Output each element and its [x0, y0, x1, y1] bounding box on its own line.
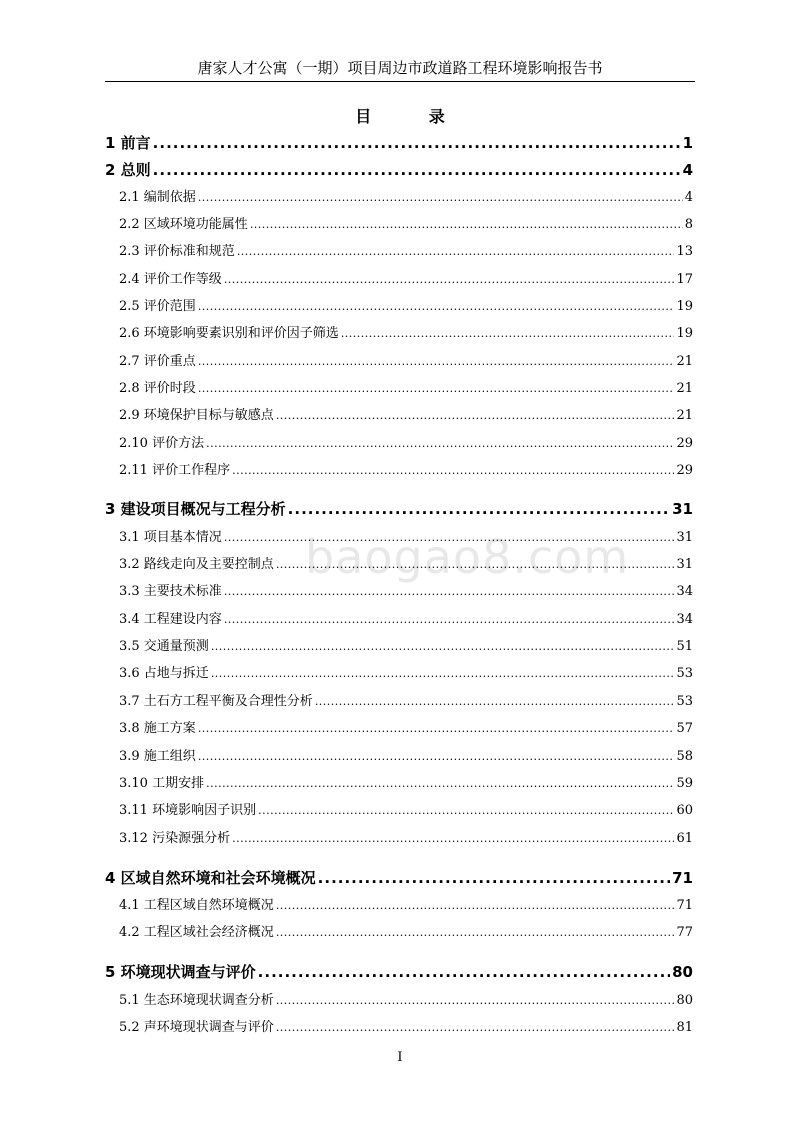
- toc-entry-label: 3 建设项目概况与工程分析: [105, 500, 286, 518]
- toc-dot-leader: [198, 354, 675, 369]
- toc-dot-leader: [206, 436, 674, 451]
- toc-chapter-entry[interactable]: [105, 159, 693, 180]
- toc-entry-label: 2.11 评价工作程序: [119, 463, 231, 478]
- toc-entry-label: 3.3 主要技术标准: [119, 584, 222, 599]
- toc-dot-leader: [258, 963, 670, 981]
- toc-entry-page: 60: [676, 803, 693, 818]
- toc-entry-label: 3.8 施工方案: [119, 721, 196, 736]
- toc-entry-page: 59: [676, 776, 693, 791]
- toc-entry-page: 77: [676, 925, 693, 940]
- toc-entry-page: 8: [684, 217, 693, 232]
- toc-dot-leader: [198, 190, 683, 205]
- toc-entry-page: 21: [676, 381, 693, 396]
- toc-chapter-entry[interactable]: [105, 961, 693, 982]
- toc-dot-leader: [276, 408, 675, 423]
- toc-entry-page: 53: [676, 694, 693, 709]
- toc-section-entry[interactable]: [105, 894, 693, 913]
- toc-entry-label: 3.7 土石方工程平衡及合理性分析: [119, 694, 313, 709]
- toc-entry-label: 5 环境现状调查与评价: [105, 963, 256, 981]
- toc-section-entry[interactable]: [105, 608, 693, 627]
- toc-section-entry[interactable]: [105, 921, 693, 940]
- page-number: I: [397, 1050, 403, 1065]
- toc-entry-page: 71: [672, 869, 693, 887]
- toc-title: 目 录: [355, 107, 471, 126]
- toc-entry-label: 2.4 评价工作等级: [119, 272, 222, 287]
- toc-dot-leader: [224, 584, 675, 599]
- toc-dot-leader: [211, 666, 675, 681]
- toc-entry-page: 19: [676, 326, 693, 341]
- toc-section-entry[interactable]: [105, 1016, 693, 1035]
- toc-entry-label: 3.1 项目基本情况: [119, 530, 222, 545]
- toc-dot-leader: [315, 694, 675, 709]
- toc-entry-label: 3.9 施工组织: [119, 749, 196, 764]
- toc-entry-label: 4.2 工程区域社会经济概况: [119, 925, 274, 940]
- toc-dot-leader: [224, 530, 675, 545]
- toc-section-entry[interactable]: [105, 717, 693, 736]
- toc-entry-page: 29: [676, 436, 693, 451]
- toc-dot-leader: [224, 272, 675, 287]
- toc-section-entry[interactable]: [105, 635, 693, 654]
- toc-entry-label: 2.9 环境保护目标与敏感点: [119, 408, 274, 423]
- toc-entry-label: 3.5 交通量预测: [119, 639, 209, 654]
- toc-section-entry[interactable]: [105, 295, 693, 314]
- watermark: baogao8.com: [305, 530, 630, 584]
- toc-entry-page: 71: [676, 898, 693, 913]
- toc-entry-page: 17: [676, 272, 693, 287]
- toc-entry-label: 2.8 评价时段: [119, 381, 196, 396]
- toc-dot-leader: [318, 869, 670, 887]
- toc-entry-page: 31: [676, 530, 693, 545]
- header-title: 唐家人才公寓（一期）项目周边市政道路工程环境影响报告书: [197, 59, 603, 77]
- toc-entry-label: 2.5 评价范围: [119, 299, 196, 314]
- toc-section-entry[interactable]: [105, 580, 693, 599]
- toc-entry-page: 1: [682, 134, 693, 152]
- toc-entry-label: 2.6 环境影响要素识别和评价因子筛选: [119, 326, 339, 341]
- toc-dot-leader: [198, 749, 675, 764]
- toc-section-entry[interactable]: [105, 377, 693, 396]
- toc-entry-page: 53: [676, 666, 693, 681]
- toc-dot-leader: [288, 500, 670, 518]
- toc-entry-label: 3.11 环境影响因子识别: [119, 803, 257, 818]
- toc-dot-leader: [198, 721, 675, 736]
- toc-section-entry[interactable]: [105, 662, 693, 681]
- toc-entry-page: 19: [676, 299, 693, 314]
- toc-entry-page: 80: [676, 993, 693, 1008]
- toc-dot-leader: [276, 993, 675, 1008]
- toc-entry-page: 61: [676, 831, 693, 846]
- toc-section-entry[interactable]: [105, 827, 693, 846]
- toc-section-entry[interactable]: [105, 989, 693, 1008]
- toc-chapter-entry[interactable]: [105, 498, 693, 519]
- toc-entry-label: 2.7 评价重点: [119, 354, 196, 369]
- toc-dot-leader: [276, 925, 675, 940]
- toc-section-entry[interactable]: [105, 186, 693, 205]
- toc-entry-label: 2.1 编制依据: [119, 190, 196, 205]
- toc-dot-leader: [153, 161, 681, 179]
- toc-section-entry[interactable]: [105, 432, 693, 451]
- toc-dot-leader: [250, 217, 683, 232]
- toc-entry-label: 4 区域自然环境和社会环境概况: [105, 869, 316, 887]
- toc-section-entry[interactable]: [105, 322, 693, 341]
- toc-dot-leader: [211, 639, 675, 654]
- toc-section-entry[interactable]: [105, 268, 693, 287]
- toc-dot-leader: [237, 244, 675, 259]
- toc-entry-page: 51: [676, 639, 693, 654]
- toc-dot-leader: [232, 831, 674, 846]
- toc-dot-leader: [198, 381, 675, 396]
- toc-entry-label: 2.3 评价标准和规范: [119, 244, 235, 259]
- toc-section-entry[interactable]: [105, 772, 693, 791]
- toc-entry-label: 2.10 评价方法: [119, 436, 205, 451]
- toc-dot-leader: [198, 299, 675, 314]
- toc-entry-page: 21: [676, 354, 693, 369]
- toc-entry-label: 3.6 占地与拆迁: [119, 666, 209, 681]
- toc-dot-leader: [341, 326, 675, 341]
- toc-dot-leader: [153, 134, 681, 152]
- toc-dot-leader: [206, 776, 674, 791]
- toc-entry-label: 5.1 生态环境现状调查分析: [119, 993, 274, 1008]
- toc-entry-page: 21: [676, 408, 693, 423]
- toc-chapter-entry[interactable]: [105, 132, 693, 153]
- toc-entry-page: 13: [676, 244, 693, 259]
- toc-section-entry[interactable]: [105, 553, 693, 572]
- toc-entry-page: 34: [676, 584, 693, 599]
- toc-entry-label: 5.2 声环境现状调查与评价: [119, 1020, 274, 1035]
- toc-entry-label: 3.12 污染源强分析: [119, 831, 231, 846]
- toc-section-entry[interactable]: [105, 799, 693, 818]
- page-footer: [0, 1050, 800, 1065]
- toc-entry-page: 31: [672, 500, 693, 518]
- toc-entry-page: 34: [676, 612, 693, 627]
- toc-chapter-entry[interactable]: [105, 867, 693, 888]
- toc-entry-label: 4.1 工程区域自然环境概况: [119, 898, 274, 913]
- toc-section-entry[interactable]: [105, 459, 693, 478]
- toc-entry-page: 58: [676, 749, 693, 764]
- toc-entry-label: 3.10 工期安排: [119, 776, 205, 791]
- toc-section-entry[interactable]: [105, 745, 693, 764]
- toc-entry-page: 80: [672, 963, 693, 981]
- toc-entry-label: 2.2 区域环境功能属性: [119, 217, 248, 232]
- toc-dot-leader: [258, 803, 674, 818]
- toc-entry-page: 31: [676, 557, 693, 572]
- toc-dot-leader: [276, 1020, 675, 1035]
- toc-section-entry[interactable]: [105, 690, 693, 709]
- toc-entry-page: 81: [676, 1020, 693, 1035]
- toc-entry-page: 4: [682, 161, 693, 179]
- toc-section-entry[interactable]: [105, 240, 693, 259]
- toc-section-entry[interactable]: [105, 526, 693, 545]
- toc-entry-page: 57: [676, 721, 693, 736]
- toc-entry-label: 3.2 路线走向及主要控制点: [119, 557, 274, 572]
- toc-entry-page: 4: [684, 190, 693, 205]
- toc-entry-label: 1 前言: [105, 134, 151, 152]
- toc-entry-label: 2 总则: [105, 161, 151, 179]
- toc-section-entry[interactable]: [105, 350, 693, 369]
- running-header: [105, 58, 695, 82]
- toc-dot-leader: [232, 463, 674, 478]
- toc-section-entry[interactable]: [105, 404, 693, 423]
- toc-entry-page: 29: [676, 463, 693, 478]
- toc-dot-leader: [276, 898, 675, 913]
- toc-dot-leader: [224, 612, 675, 627]
- toc-entry-label: 3.4 工程建设内容: [119, 612, 222, 627]
- toc-dot-leader: [276, 557, 675, 572]
- toc-section-entry[interactable]: [105, 213, 693, 232]
